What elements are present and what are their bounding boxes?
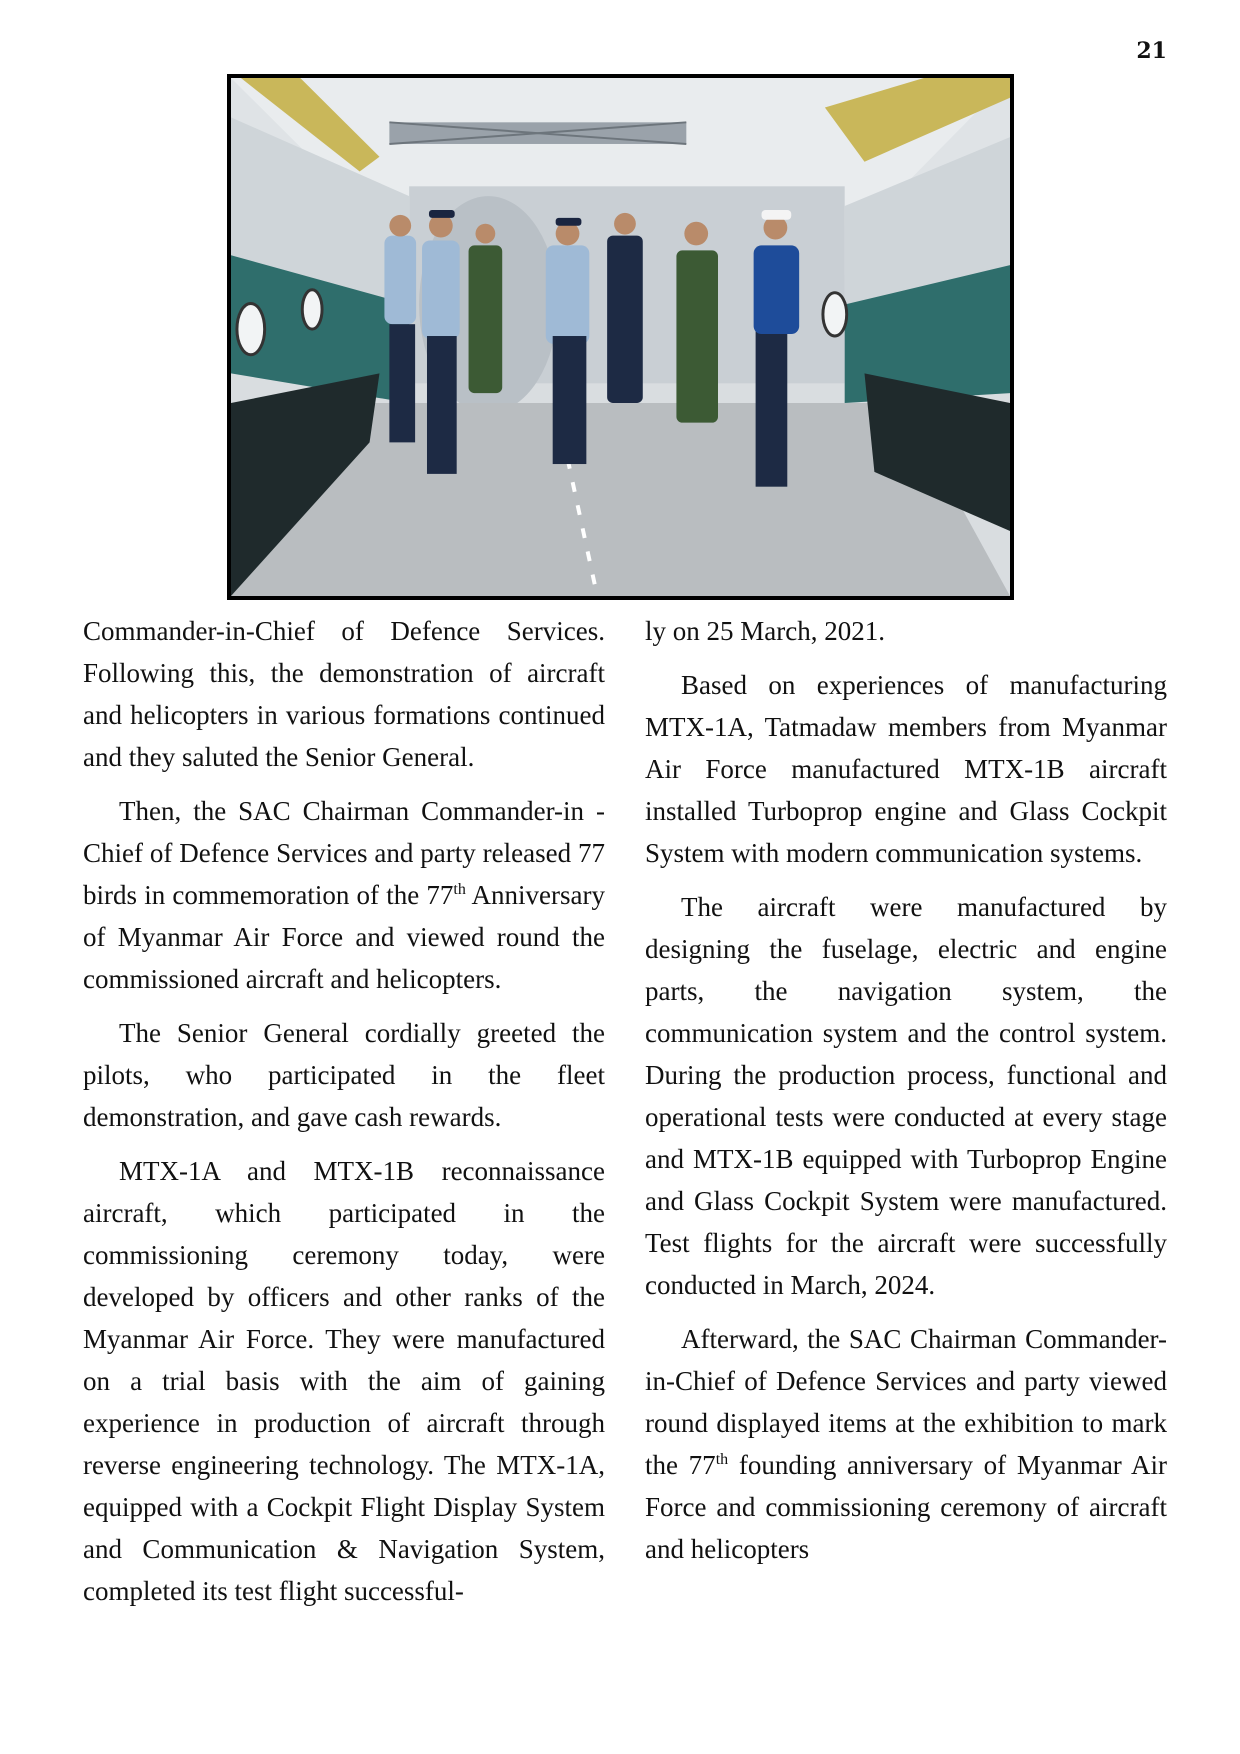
paragraph: ly on 25 March, 2021. bbox=[645, 616, 885, 646]
paragraph-text: Then, the SAC Chairman Commander-in -Chief of Defence Services and party released 77 birds in commemoration of the 77 bbox=[83, 796, 605, 910]
paragraph-text: founding anniversary of Myanmar Air Force and commissioning ceremony of aircraft and helicopters bbox=[645, 1450, 1167, 1564]
ordinal-suffix: th bbox=[453, 881, 466, 898]
paragraph bbox=[645, 1318, 1167, 1570]
ordinal-suffix: th bbox=[715, 1451, 729, 1468]
paragraph: Based on experiences of manufacturing MTX-1A, Tatmadaw members from Myanmar Air Force manufactured MTX-1B aircraft installed Turboprop engine and Glass Cockpit System with modern communication systems. bbox=[645, 670, 1167, 868]
paragraph: MTX-1A and MTX-1B reconnaissance aircraft, which participated in the commissioning ceremony today, were developed by officers and other ranks of the Myanmar Air Force. They were manufactured on a trial basis with the aim of gaining experience in production of aircraft through reverse engineering technology. The MTX-1A, equipped with a Cockpit Flight Display System and Communication & Navigation System, completed its test flight successful- bbox=[83, 1156, 605, 1606]
paragraph-text: Afterward, the SAC Chairman Commander-in-Chief of Defence Services and party viewed round displayed items at the exhibition to mark the 77 bbox=[645, 1324, 1167, 1480]
paragraph bbox=[83, 790, 605, 1000]
paragraph-text: Anniversary of Myanmar Air Force and viewed round the commissioned aircraft and helicopters. bbox=[83, 880, 606, 994]
paragraph: Commander-in-Chief of Defence Services. Following this, the demonstration of aircraft and helicopters in various formations continued and they saluted the Senior General. bbox=[83, 616, 605, 772]
right-column bbox=[645, 610, 1167, 1582]
left-column bbox=[83, 610, 605, 1624]
paragraph: The Senior General cordially greeted the pilots, who participated in the fleet demonstration, and gave cash rewards. bbox=[83, 1018, 605, 1132]
aircraft-cabin-photo bbox=[227, 74, 1014, 600]
paragraph: The aircraft were manufactured by designing the fuselage, electric and engine parts, the navigation system, the communication system and the control system. During the production process, functional and operational tests were conducted at every stage and MTX-1B equipped with Turboprop Engine and Glass Cockpit System were manufactured. Test flights for the aircraft were successfully conducted in March, 2024. bbox=[645, 892, 1167, 1300]
page-number: 21 bbox=[1136, 38, 1167, 64]
photo-illustration bbox=[231, 78, 1010, 596]
